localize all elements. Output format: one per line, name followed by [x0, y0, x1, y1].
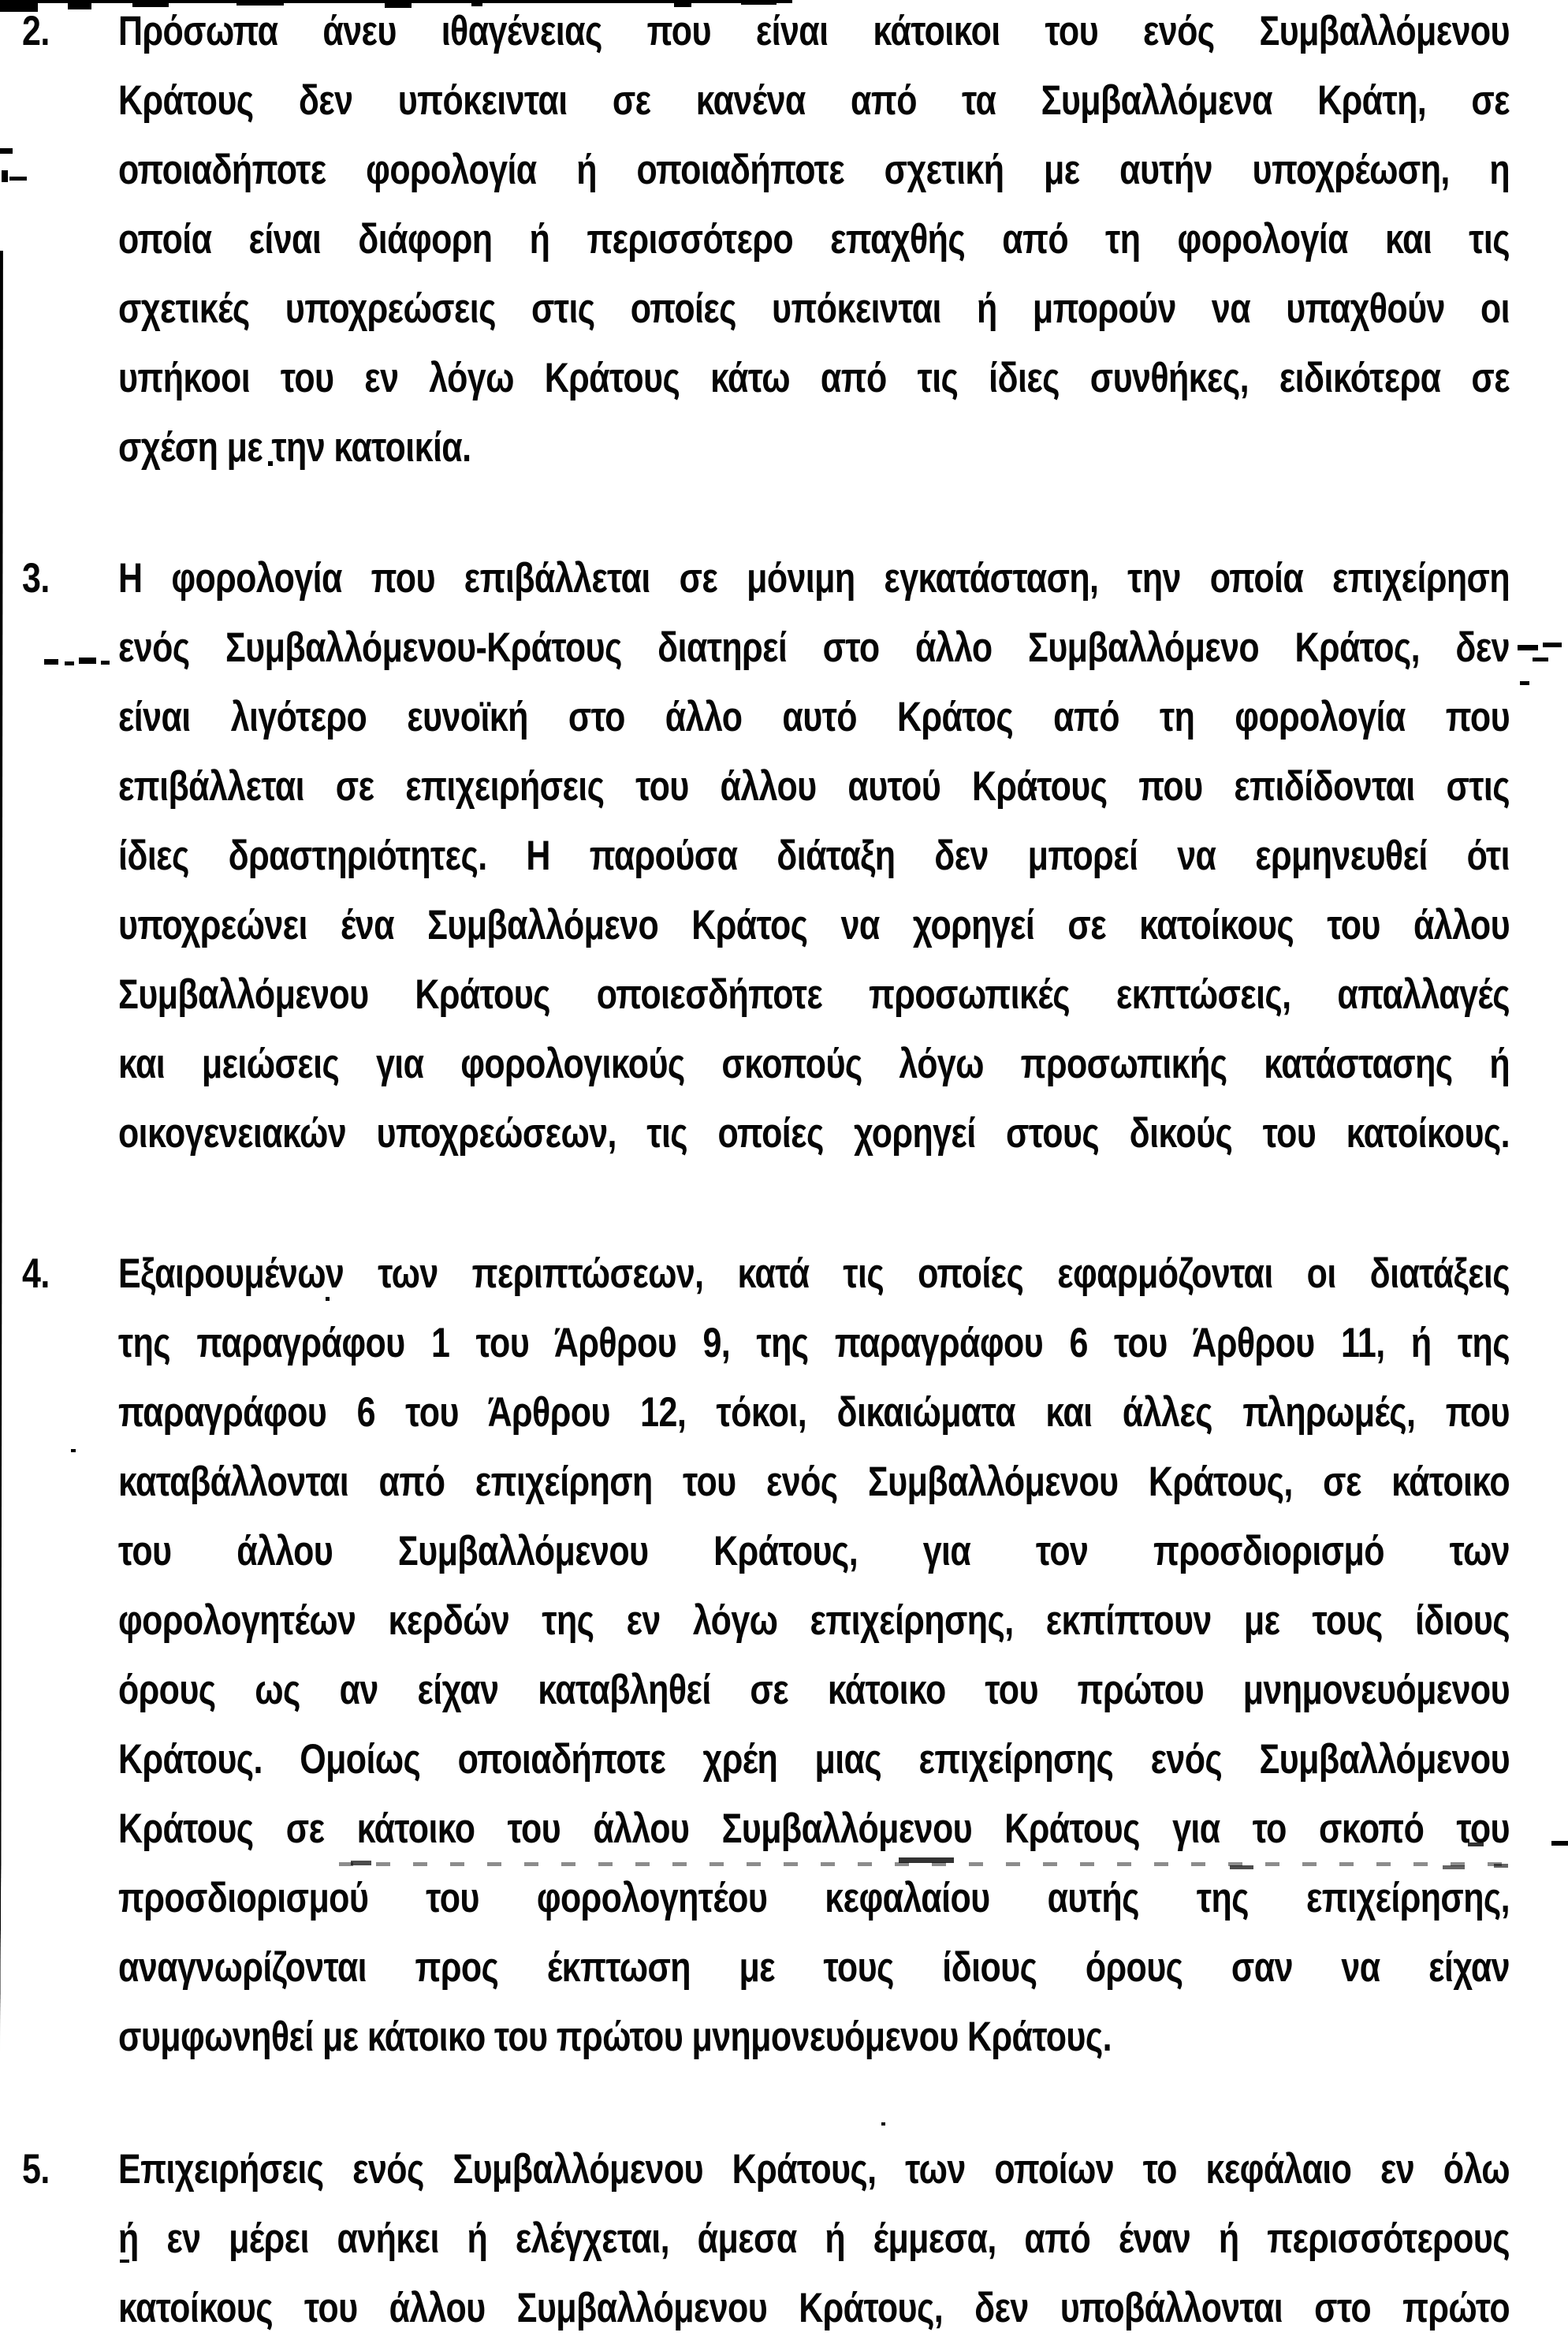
paragraph — [22, 2135, 1510, 2343]
text-line: σχέση με την κατοικία. — [118, 424, 471, 471]
paragraph — [22, 544, 1510, 1168]
text-line: υποχρεώνει ένα Συμβαλλόμενο Κράτος να χορηγεί σε κατοίκους του άλλου — [118, 902, 1510, 949]
text-line: προσδιορισμού του φορολογητέου κεφαλαίου αυτής της επιχείρησης, — [118, 1875, 1510, 1922]
dotted-leader-mark — [65, 661, 74, 665]
scan-speck — [71, 1449, 76, 1452]
text-line: ίδιες δραστηριότητες. Η παρούσα διάταξη δεν μπορεί να ερμηνευθεί ότι — [118, 833, 1510, 880]
text-line: Επιχειρήσεις ενός Συμβαλλόμενου Κράτους, των οποίων το κεφάλαιο εν όλω — [118, 2146, 1510, 2193]
text-line: υπήκοοι του εν λόγω Κράτους κάτω από τις ίδιες συνθήκες, ειδικότερα σε — [118, 355, 1510, 402]
text-line: Η φορολογία που επιβάλλεται σε μόνιμη εγκατάσταση, την οποία επιχείρηση — [118, 555, 1510, 602]
text-line: Κράτους σε κάτοικο του άλλου Συμβαλλόμενου Κράτους για το σκοπό του — [118, 1805, 1510, 1853]
text-line: οποιαδήποτε φορολογία ή οποιαδήποτε σχετική με αυτήν υποχρέωση, η — [118, 147, 1510, 194]
text-line: συμφωνηθεί με κάτοικο του πρώτου μνημονευόμενου Κράτους. — [118, 2014, 1112, 2061]
dotted-leader-mark — [44, 659, 58, 665]
text-line: είναι λιγότερο ευνοϊκή στο άλλο αυτό Κράτος από τη φορολογία που — [118, 694, 1510, 741]
text-line: σχετικές υποχρεώσεις στις οποίες υπόκεινται ή μπορούν να υπαχθούν οι — [118, 285, 1510, 333]
paragraph-number: 4. — [22, 1250, 50, 1298]
text-line: κατοίκους του άλλου Συμβαλλόμενου Κράτους, δεν υποβάλλονται στο πρώτο — [118, 2285, 1510, 2332]
margin-dash-mark — [9, 177, 27, 181]
dotted-leader-mark — [101, 661, 110, 665]
paragraph-number: 2. — [22, 8, 50, 55]
text-line: οικογενειακών υποχρεώσεων, τις οποίες χορηγεί στους δικούς του κατοίκους. — [118, 1110, 1510, 1157]
right-margin-dash-mark — [1543, 643, 1562, 647]
scan-speck — [881, 2122, 885, 2126]
margin-dash-mark — [2, 170, 8, 182]
paragraph-number: 3. — [22, 555, 50, 602]
text-line: αναγνωρίζονται προς έκπτωση με τους ίδιους όρους σαν να είχαν — [118, 1944, 1510, 1991]
text-line: του άλλου Συμβαλλόμενου Κράτους, για τον προσδιορισμό των — [118, 1528, 1510, 1575]
paragraph — [22, 0, 1510, 482]
paragraph-number: 5. — [22, 2146, 50, 2193]
text-line: και μειώσεις για φορολογικούς σκοπούς λόγω προσωπικής κατάστασης ή — [118, 1041, 1510, 1088]
text-line: επιβάλλεται σε επιχειρήσεις του άλλου αυτού Κράτους που επιδίδονται στις — [118, 763, 1510, 810]
text-line: καταβάλλονται από επιχείρηση του ενός Συμβαλλόμενου Κράτους, σε κάτοικο — [118, 1459, 1510, 1506]
text-line: Πρόσωπα άνευ ιθαγένειας που είναι κάτοικοι του ενός Συμβαλλόμενου — [118, 8, 1510, 55]
text-line: παραγράφου 6 του Άρθρου 12, τόκοι, δικαιώματα και άλλες πληρωμές, που — [118, 1389, 1510, 1436]
text-line: οποία είναι διάφορη ή περισσότερο επαχθής από τη φορολογία και τις — [118, 216, 1510, 263]
right-margin-dash-mark — [1518, 645, 1538, 650]
paragraph — [22, 1239, 1510, 2072]
margin-dash-mark — [0, 148, 13, 154]
dotted-leader-mark — [79, 658, 96, 664]
right-margin-dash-mark — [1533, 658, 1548, 661]
text-line: Εξαιρουμένων των περιπτώσεων, κατά τις οποίες εφαρμόζονται οι διατάξεις — [118, 1250, 1510, 1298]
right-margin-dash-mark — [1520, 681, 1529, 685]
text-line: της παραγράφου 1 του Άρθρου 9, της παραγράφου 6 του Άρθρου 11, ή της — [118, 1320, 1510, 1367]
text-line: Κράτους. Ομοίως οποιαδήποτε χρέη μιας επιχείρησης ενός Συμβαλλόμενου — [118, 1736, 1510, 1783]
text-line: Συμβαλλόμενου Κράτους οποιεσδήποτε προσωπικές εκπτώσεις, απαλλαγές — [118, 971, 1510, 1019]
left-edge-scan-bar — [0, 251, 11, 2332]
text-line: όρους ως αν είχαν καταβληθεί σε κάτοικο του πρώτου μνημονευόμενου — [118, 1667, 1510, 1714]
text-line: Κράτους δεν υπόκεινται σε κανένα από τα Συμβαλλόμενα Κράτη, σε — [118, 77, 1510, 125]
text-line: ενός Συμβαλλόμενου-Κράτους διατηρεί στο άλλο Συμβαλλόμενο Κράτος, δεν — [118, 624, 1510, 672]
right-margin-dash-mark — [1551, 1841, 1568, 1846]
text-line: ή εν μέρει ανήκει ή ελέγχεται, άμεσα ή έμμεσα, από έναν ή περισσότερους — [118, 2215, 1510, 2263]
text-line: φορολογητέων κερδών της εν λόγω επιχείρησης, εκπίπτουν με τους ίδιους — [118, 1597, 1510, 1645]
